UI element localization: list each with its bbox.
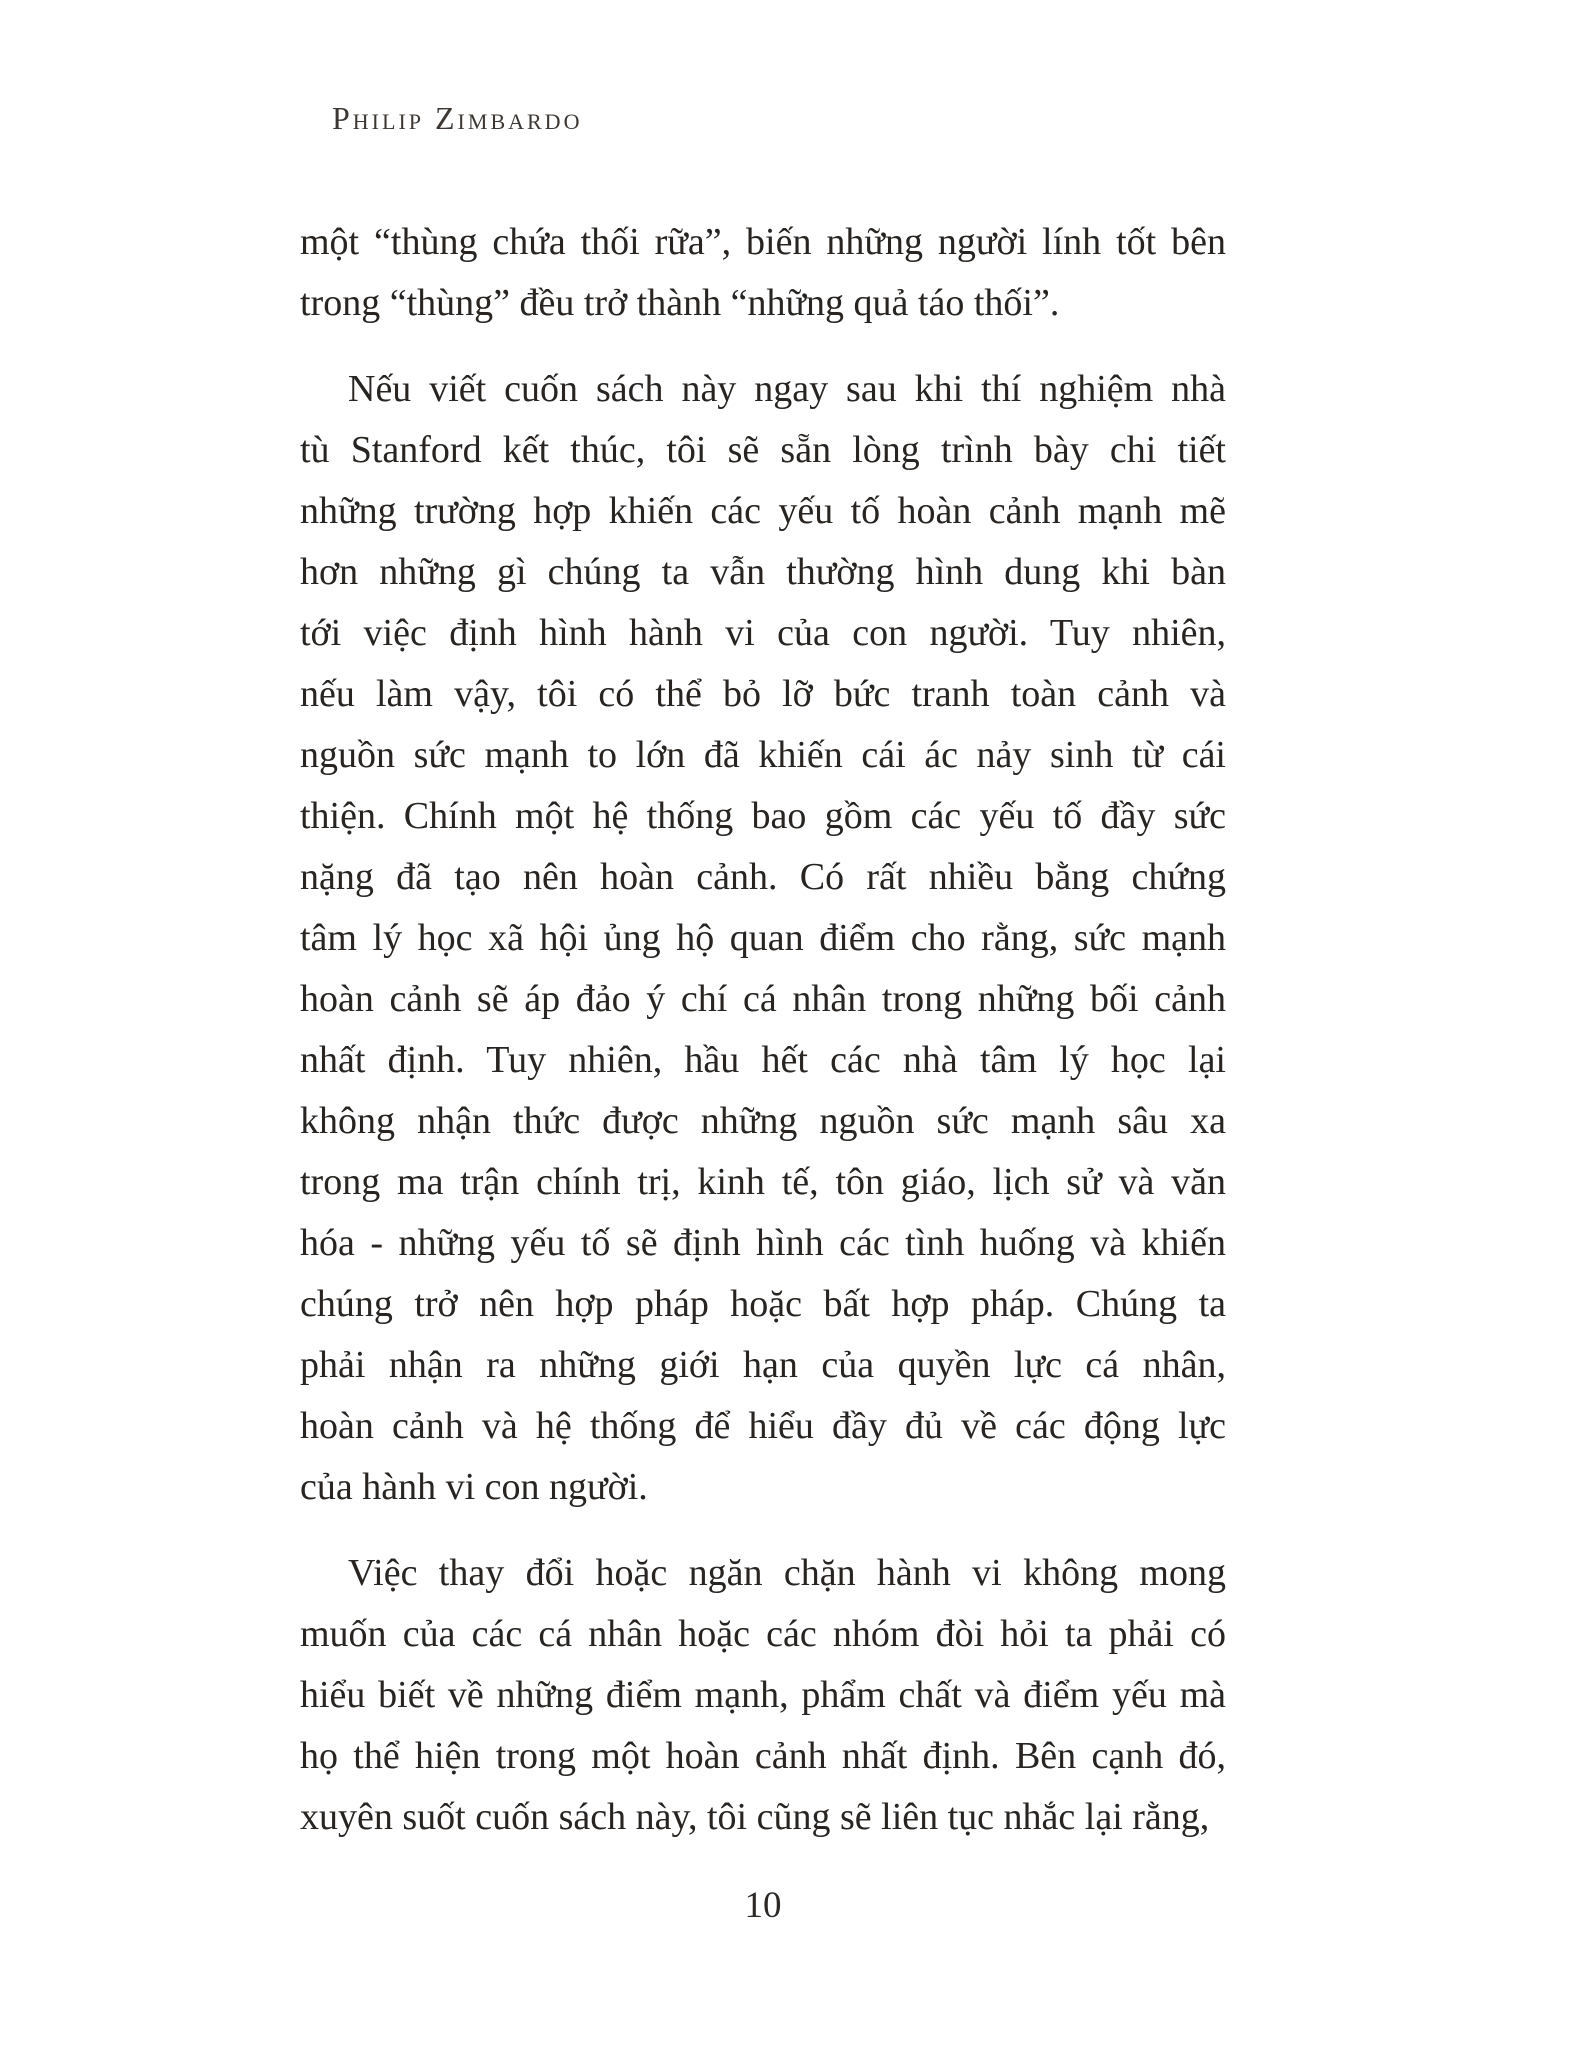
text-line: tới việc định hình hành vi của con người. Tuy nhiên, (300, 612, 1226, 654)
text-line: những trường hợp khiến các yếu tố hoàn cảnh mạnh mẽ (300, 490, 1226, 532)
text-line: phải nhận ra những giới hạn của quyền lực cá nhân, (300, 1344, 1226, 1386)
text-line: trong ma trận chính trị, kinh tế, tôn giáo, lịch sử và văn (300, 1161, 1226, 1203)
text-line: hiểu biết về những điểm mạnh, phẩm chất và điểm yếu mà (300, 1674, 1226, 1716)
text-line: nếu làm vậy, tôi có thể bỏ lỡ bức tranh toàn cảnh và (300, 673, 1226, 715)
text-line: muốn của các cá nhân hoặc các nhóm đòi hỏi ta phải có (300, 1613, 1226, 1655)
text-line: tù Stanford kết thúc, tôi sẽ sẵn lòng trình bày chi tiết (300, 429, 1226, 471)
paragraph (300, 212, 1226, 334)
text-line: nặng đã tạo nên hoàn cảnh. Có rất nhiều bằng chứng (300, 856, 1226, 898)
body-text (300, 212, 1226, 1848)
text-line: Nếu viết cuốn sách này ngay sau khi thí nghiệm nhà (348, 368, 1226, 410)
running-head-author: Philip Zimbardo (332, 100, 583, 136)
text-line: của hành vi con người. (300, 1466, 648, 1508)
text-line: tâm lý học xã hội ủng hộ quan điểm cho rằng, sức mạnh (300, 917, 1226, 959)
text-line: chúng trở nên hợp pháp hoặc bất hợp pháp. Chúng ta (300, 1283, 1226, 1325)
paragraph (300, 359, 1226, 1518)
text-line: hoàn cảnh và hệ thống để hiểu đầy đủ về các động lực (300, 1405, 1226, 1447)
text-line: nhất định. Tuy nhiên, hầu hết các nhà tâm lý học lại (300, 1039, 1226, 1081)
text-line: xuyên suốt cuốn sách này, tôi cũng sẽ liên tục nhắc lại rằng, (300, 1796, 1210, 1838)
text-line: nguồn sức mạnh to lớn đã khiến cái ác nảy sinh từ cái (300, 734, 1226, 776)
text-line: Việc thay đổi hoặc ngăn chặn hành vi không mong (348, 1552, 1226, 1594)
text-line: họ thể hiện trong một hoàn cảnh nhất định. Bên cạnh đó, (300, 1735, 1226, 1777)
text-line: hơn những gì chúng ta vẫn thường hình dung khi bàn (300, 551, 1226, 593)
text-line: một “thùng chứa thối rữa”, biến những người lính tốt bên (300, 221, 1226, 263)
text-line: hóa - những yếu tố sẽ định hình các tình huống và khiến (300, 1222, 1226, 1264)
text-line: hoàn cảnh sẽ áp đảo ý chí cá nhân trong những bối cảnh (300, 978, 1226, 1020)
text-line: không nhận thức được những nguồn sức mạnh sâu xa (300, 1100, 1226, 1142)
paragraph (300, 1543, 1226, 1848)
text-line: trong “thùng” đều trở thành “những quả táo thối”. (300, 282, 1060, 324)
page-number: 10 (744, 1885, 782, 1926)
text-line: thiện. Chính một hệ thống bao gồm các yếu tố đầy sức (300, 795, 1226, 837)
